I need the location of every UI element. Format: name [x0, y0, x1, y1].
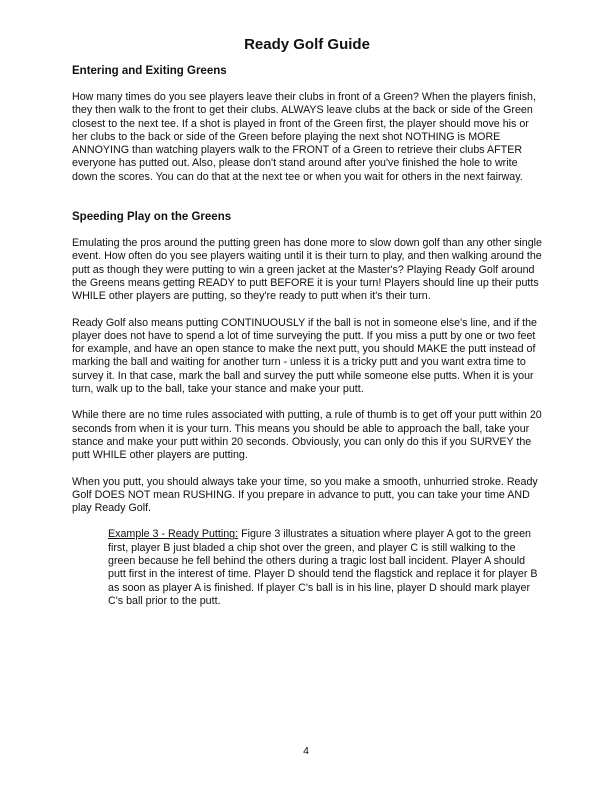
section-heading-speeding-play: Speeding Play on the Greens: [72, 211, 232, 224]
page-number: 4: [303, 745, 309, 757]
example-block: [108, 528, 542, 608]
paragraph-time-rules: While there are no time rules associated with putting, a rule of thumb is to get off your putt within 20 seconds from when it is your turn. This means you should be able to approach the ball, take your stance and make your putt within 20 seconds. Obviously, you can only do this if you SURVEY the putt WHILE other players are putting.: [72, 409, 542, 462]
paragraph-emulating-pros: Emulating the pros around the putting green has done more to slow down golf than any other single event. How often do you see players waiting until it is their turn to play, and then walking around the putt as though they were putting to win a green jacket at the Master's? Playing Ready Golf around the Greens means getting READY to putt BEFORE it is your turn! Players should line up their putts WHILE other players are putting, so they're ready to putt when it's their turn.: [72, 237, 542, 303]
paragraph-putting-continuously: Ready Golf also means putting CONTINUOUSLY if the ball is not in someone else's line, and if the player does not have to spend a lot of time surveying the putt. If you miss a putt by one or two feet for example, and have an open stance to make the next putt, you should MAKE the putt instead of marking the ball and waiting for another turn - unless it is a tricky putt and you want extra time to survey it. In that case, mark the ball and survey the putt while someone else putts. When it is your turn, walk up to the ball, take your stance and make your putt.: [72, 316, 537, 396]
example-label: Example 3 - Ready Putting:: [108, 528, 239, 541]
document-page: [72, 36, 542, 619]
paragraph-take-your-time: When you putt, you should always take your time, so you make a smooth, unhurried stroke. Ready Golf DOES NOT mean RUSHING. If you prepare in advance to putt, you can take your time AND play Ready Golf.: [72, 475, 538, 515]
page-title: Ready Golf Guide: [244, 36, 370, 53]
example-text: Figure 3 illustrates a situation where player A got to the green first, player B just bladed a chip shot over the green, and player C is still walking to the green because he fell behind the others during a tragic lost ball incident. Player A should putt first in the interest of time. Player D should tend the flagstick and replace it for player B as soon as player A is finished. If player C's ball is in his line, player D should mark player C's ball prior to the putt.: [108, 528, 538, 607]
paragraph-entering-exiting: How many times do you see players leave their clubs in front of a Green? When the players finish, they then walk to the front to get their clubs. ALWAYS leave clubs at the back or side of the Green closest to the next tee. If a shot is played in front of the Green first, the player should move his or her clubs to the back or side of the Green before playing the next shot NOTHING is MORE ANNOYING than watching players walk to the FRONT of a Green to retrieve their clubs AFTER everyone has putted out. Also, please don't stand around after you've finished the hole to write down the scores. You can do that at the next tee or when you wait for others in the next fairway.: [72, 91, 536, 183]
section-spacer: [72, 197, 542, 211]
section-heading-entering-exiting: Entering and Exiting Greens: [72, 65, 227, 77]
